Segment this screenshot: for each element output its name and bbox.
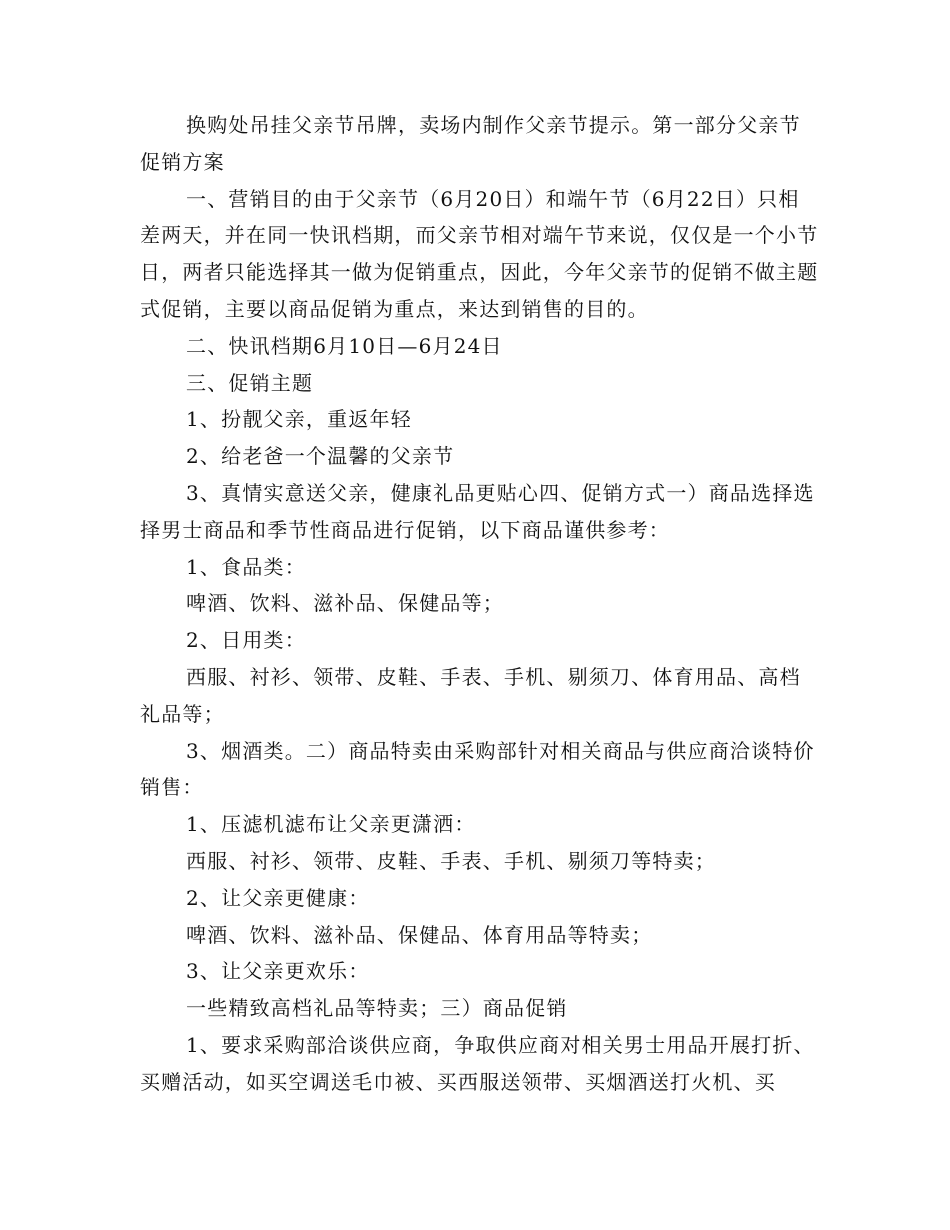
paragraph: 一、营销目的由于父亲节（6月20日）和端午节（6月22日）只相差两天，并在同一快讯档期，而父亲节相对端午节来说，仅仅是一个小节日，两者只能选择其一做为促销重点，因此，今年父亲节的促销不做主题式促销，主要以商品促销为重点，来达到销售的目的。 — [140, 186, 819, 321]
paragraph: 1、扮靓父亲，重返年轻 — [186, 407, 412, 432]
paragraph: 1、食品类： — [186, 554, 306, 579]
paragraph: 二、快讯档期6月10日—6月24日 — [186, 333, 503, 358]
paragraph: 1、要求采购部洽谈供应商，争取供应商对相关男士用品开展打折、买赠活动，如买空调送毛巾被、买西服送领带、买烟酒送打火机、买 — [140, 1032, 815, 1094]
paragraph: 2、让父亲更健康： — [186, 885, 370, 910]
paragraph: 2、日用类： — [186, 628, 306, 653]
paragraph: 啤酒、饮料、滋补品、保健品、体育用品等特卖； — [186, 922, 653, 947]
paragraph: 三、促销主题 — [186, 370, 314, 395]
paragraph: 1、压滤机滤布让父亲更潇洒： — [186, 812, 476, 837]
paragraph: 3、让父亲更欢乐： — [186, 959, 370, 984]
paragraph: 2、给老爸一个温馨的父亲节 — [186, 444, 455, 469]
paragraph: 啤酒、饮料、滋补品、保健品等； — [186, 591, 504, 616]
paragraph: 3、真情实意送父亲，健康礼品更贴心四、促销方式一）商品选择选择男士商品和季节性商品进行促销，以下商品谨供参考： — [140, 480, 815, 542]
paragraph: 西服、衬衫、领带、皮鞋、手表、手机、剔须刀、体育用品、高档礼品等； — [140, 664, 801, 726]
paragraph: 西服、衬衫、领带、皮鞋、手表、手机、剔须刀等特卖； — [186, 848, 716, 873]
paragraph: 3、烟酒类。二）商品特卖由采购部针对相关商品与供应商洽谈特价销售： — [140, 738, 815, 800]
paragraph: 换购处吊挂父亲节吊牌，卖场内制作父亲节提示。第一部分父亲节促销方案 — [140, 113, 801, 174]
document-body — [140, 107, 820, 1101]
paragraph: 一些精致高档礼品等特卖；三）商品促销 — [186, 996, 568, 1021]
